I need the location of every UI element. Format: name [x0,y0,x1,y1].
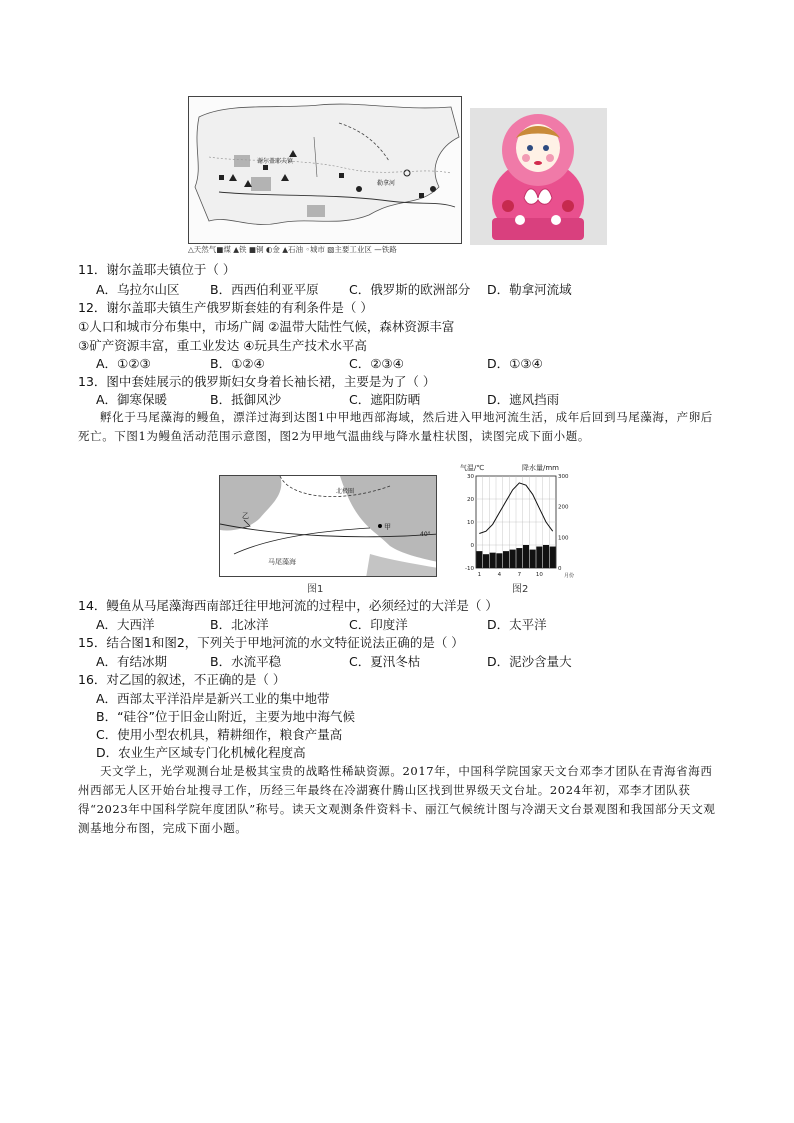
q15-option-b[interactable]: B．水流平稳 [210,654,282,669]
q12-option-a[interactable]: A．①②③ [96,356,151,371]
precip-bar-2 [483,554,489,568]
q16-option-b[interactable]: B．“硅谷”位于旧金山附近，主要为地中海气候 [96,709,356,724]
q13-option-d[interactable]: D．遮风挡雨 [487,392,560,407]
q13-stem: 13．图中套娃展示的俄罗斯妇女身着长袖长裙，主要是为了（ ） [78,374,436,389]
precip-tick-label: 300 [558,474,569,480]
figure-2-climate-chart [460,462,580,580]
figure-2-caption: 图2 [512,584,529,595]
month-unit-label: 月份 [564,573,575,579]
figure-1-caption: 图1 [307,584,324,595]
russia-resource-map [188,96,462,244]
temp-tick-label: 20 [467,497,474,503]
q11-option-d[interactable]: D．勒拿河流域 [487,282,572,297]
temp-axis-label: 气温/℃ [460,464,485,472]
q12-statements-1: ①人口和城市分布集中，市场广阔 ②温带大陆性气候，森林资源丰富 [78,319,455,334]
q12-option-d[interactable]: D．①③④ [487,356,543,371]
q16-stem: 16．对乙国的叙述，不正确的是（ ） [78,672,286,687]
precip-bar-8 [523,545,529,568]
precip-bar-12 [550,547,556,568]
precip-bar-9 [530,550,536,568]
precip-bar-11 [543,545,549,568]
precip-tick-label: 200 [558,504,569,511]
q12-option-c[interactable]: C．②③④ [349,356,404,371]
q14-option-a[interactable]: A．大西洋 [96,617,155,632]
precip-tick-label: 100 [558,535,569,542]
q16-option-a[interactable]: A．西部太平洋沿岸是新兴工业的集中地带 [96,691,330,706]
precip-axis-label: 降水量/mm [522,464,559,472]
precip-bar-10 [536,547,542,568]
map-river-label: 勒拿河 [377,180,396,187]
q15-option-a[interactable]: A．有结冰期 [96,654,168,669]
q12-option-b[interactable]: B．①②④ [210,356,265,371]
q14-option-b[interactable]: B．北冰洋 [210,617,269,632]
precip-bar-7 [516,548,522,568]
q11-option-c[interactable]: C．俄罗斯的欧洲部分 [349,282,471,297]
q13-option-a[interactable]: A．御寒保暖 [96,392,168,407]
precip-bar-1 [476,551,482,568]
fig1-arctic-label: 北极圈 [336,488,355,495]
month-tick-label: 1 [477,572,482,578]
q11-option-b[interactable]: B．西西伯利亚平原 [210,282,319,297]
map-drawing [189,97,462,244]
q15-option-d[interactable]: D．泥沙含量大 [487,654,572,669]
precip-bar-3 [490,553,496,568]
eel-intro-paragraph: 孵化于马尾藻海的鳗鱼，漂洋过海到达图1中甲地西部海域，然后进入甲地河流生活，成年后回到马尾藻海，产卵后死亡。下图1为鳗鱼活动范围示意图，图2为甲地气温曲线与降水量柱状图，读图完成下面小题。 [78,410,713,443]
temp-tick-label: 30 [467,474,474,480]
q16-option-c[interactable]: C．使用小型农机具，精耕细作，粮食产量高 [96,727,343,742]
figure-1-eel-range-map [219,475,437,577]
precip-bar-5 [503,551,509,568]
temp-tick-label: -10 [465,566,474,572]
q14-stem: 14．鳗鱼从马尾藻海西南部迁往甲地河流的过程中，必须经过的大洋是（ ） [78,598,498,613]
q13-option-c[interactable]: C．遮阳防晒 [349,392,421,407]
q11-stem: 11．谢尔盖耶夫镇位于（ ） [78,262,236,277]
temp-tick-label: 0 [470,543,474,549]
month-tick-label: 10 [535,572,543,578]
q13-option-b[interactable]: B．抵御风沙 [210,392,282,407]
q12-statements-2: ③矿产资源丰富，重工业发达 ④玩具生产技术水平高 [78,338,367,353]
q16-option-d[interactable]: D．农业生产区域专门化机械化程度高 [96,745,306,760]
month-tick-label: 4 [497,572,502,578]
q15-stem: 15．结合图1和图2，下列关于甲地河流的水文特征说法正确的是（ ） [78,635,464,650]
map-city-label: 谢尔盖耶夫镇 [257,158,294,165]
fig1-yi-label: 乙 [242,512,249,520]
q12-stem: 12．谢尔盖耶夫镇生产俄罗斯套娃的有利条件是（ ） [78,300,373,315]
q11-option-a[interactable]: A．乌拉尔山区 [96,282,180,297]
precip-bar-6 [510,550,516,568]
fig1-jia-label: 甲 [384,523,391,531]
precip-bar-4 [496,553,502,568]
matryoshka-doll-image [470,108,607,245]
q15-option-c[interactable]: C．夏汛冬枯 [349,654,421,669]
temp-tick-label: 10 [467,520,474,526]
precip-tick-label: 0 [558,566,562,572]
q14-option-c[interactable]: C．印度洋 [349,617,408,632]
fig1-lat-label: 40° [420,531,431,538]
month-tick-label: 7 [517,572,522,578]
q14-option-d[interactable]: D．太平洋 [487,617,547,632]
map-legend: △天然气■煤 ▲铁 ■铜 ◐金 ▲石油 ◦城市 ▧主要工业区 —铁路 [188,245,397,254]
fig1-sea-label: 马尾藻海 [268,558,296,566]
astronomy-intro-paragraph: 天文学上，光学观测台址是极其宝贵的战略性稀缺资源。2017年，中国科学院国家天文台邓李才团队在青海省海西州西部无人区开始台址搜寻工作，历经三年最终在冷湖赛什腾山区找到世界级天文台址。2024年初，邓李才团队获得“2023年中国科学院年度团队”称号。读天文观测条件资料卡、丽江气候统计图与冷湖天文台景观图和我国部分天文观测基地分布图，完成下面小题。 [78,764,716,835]
